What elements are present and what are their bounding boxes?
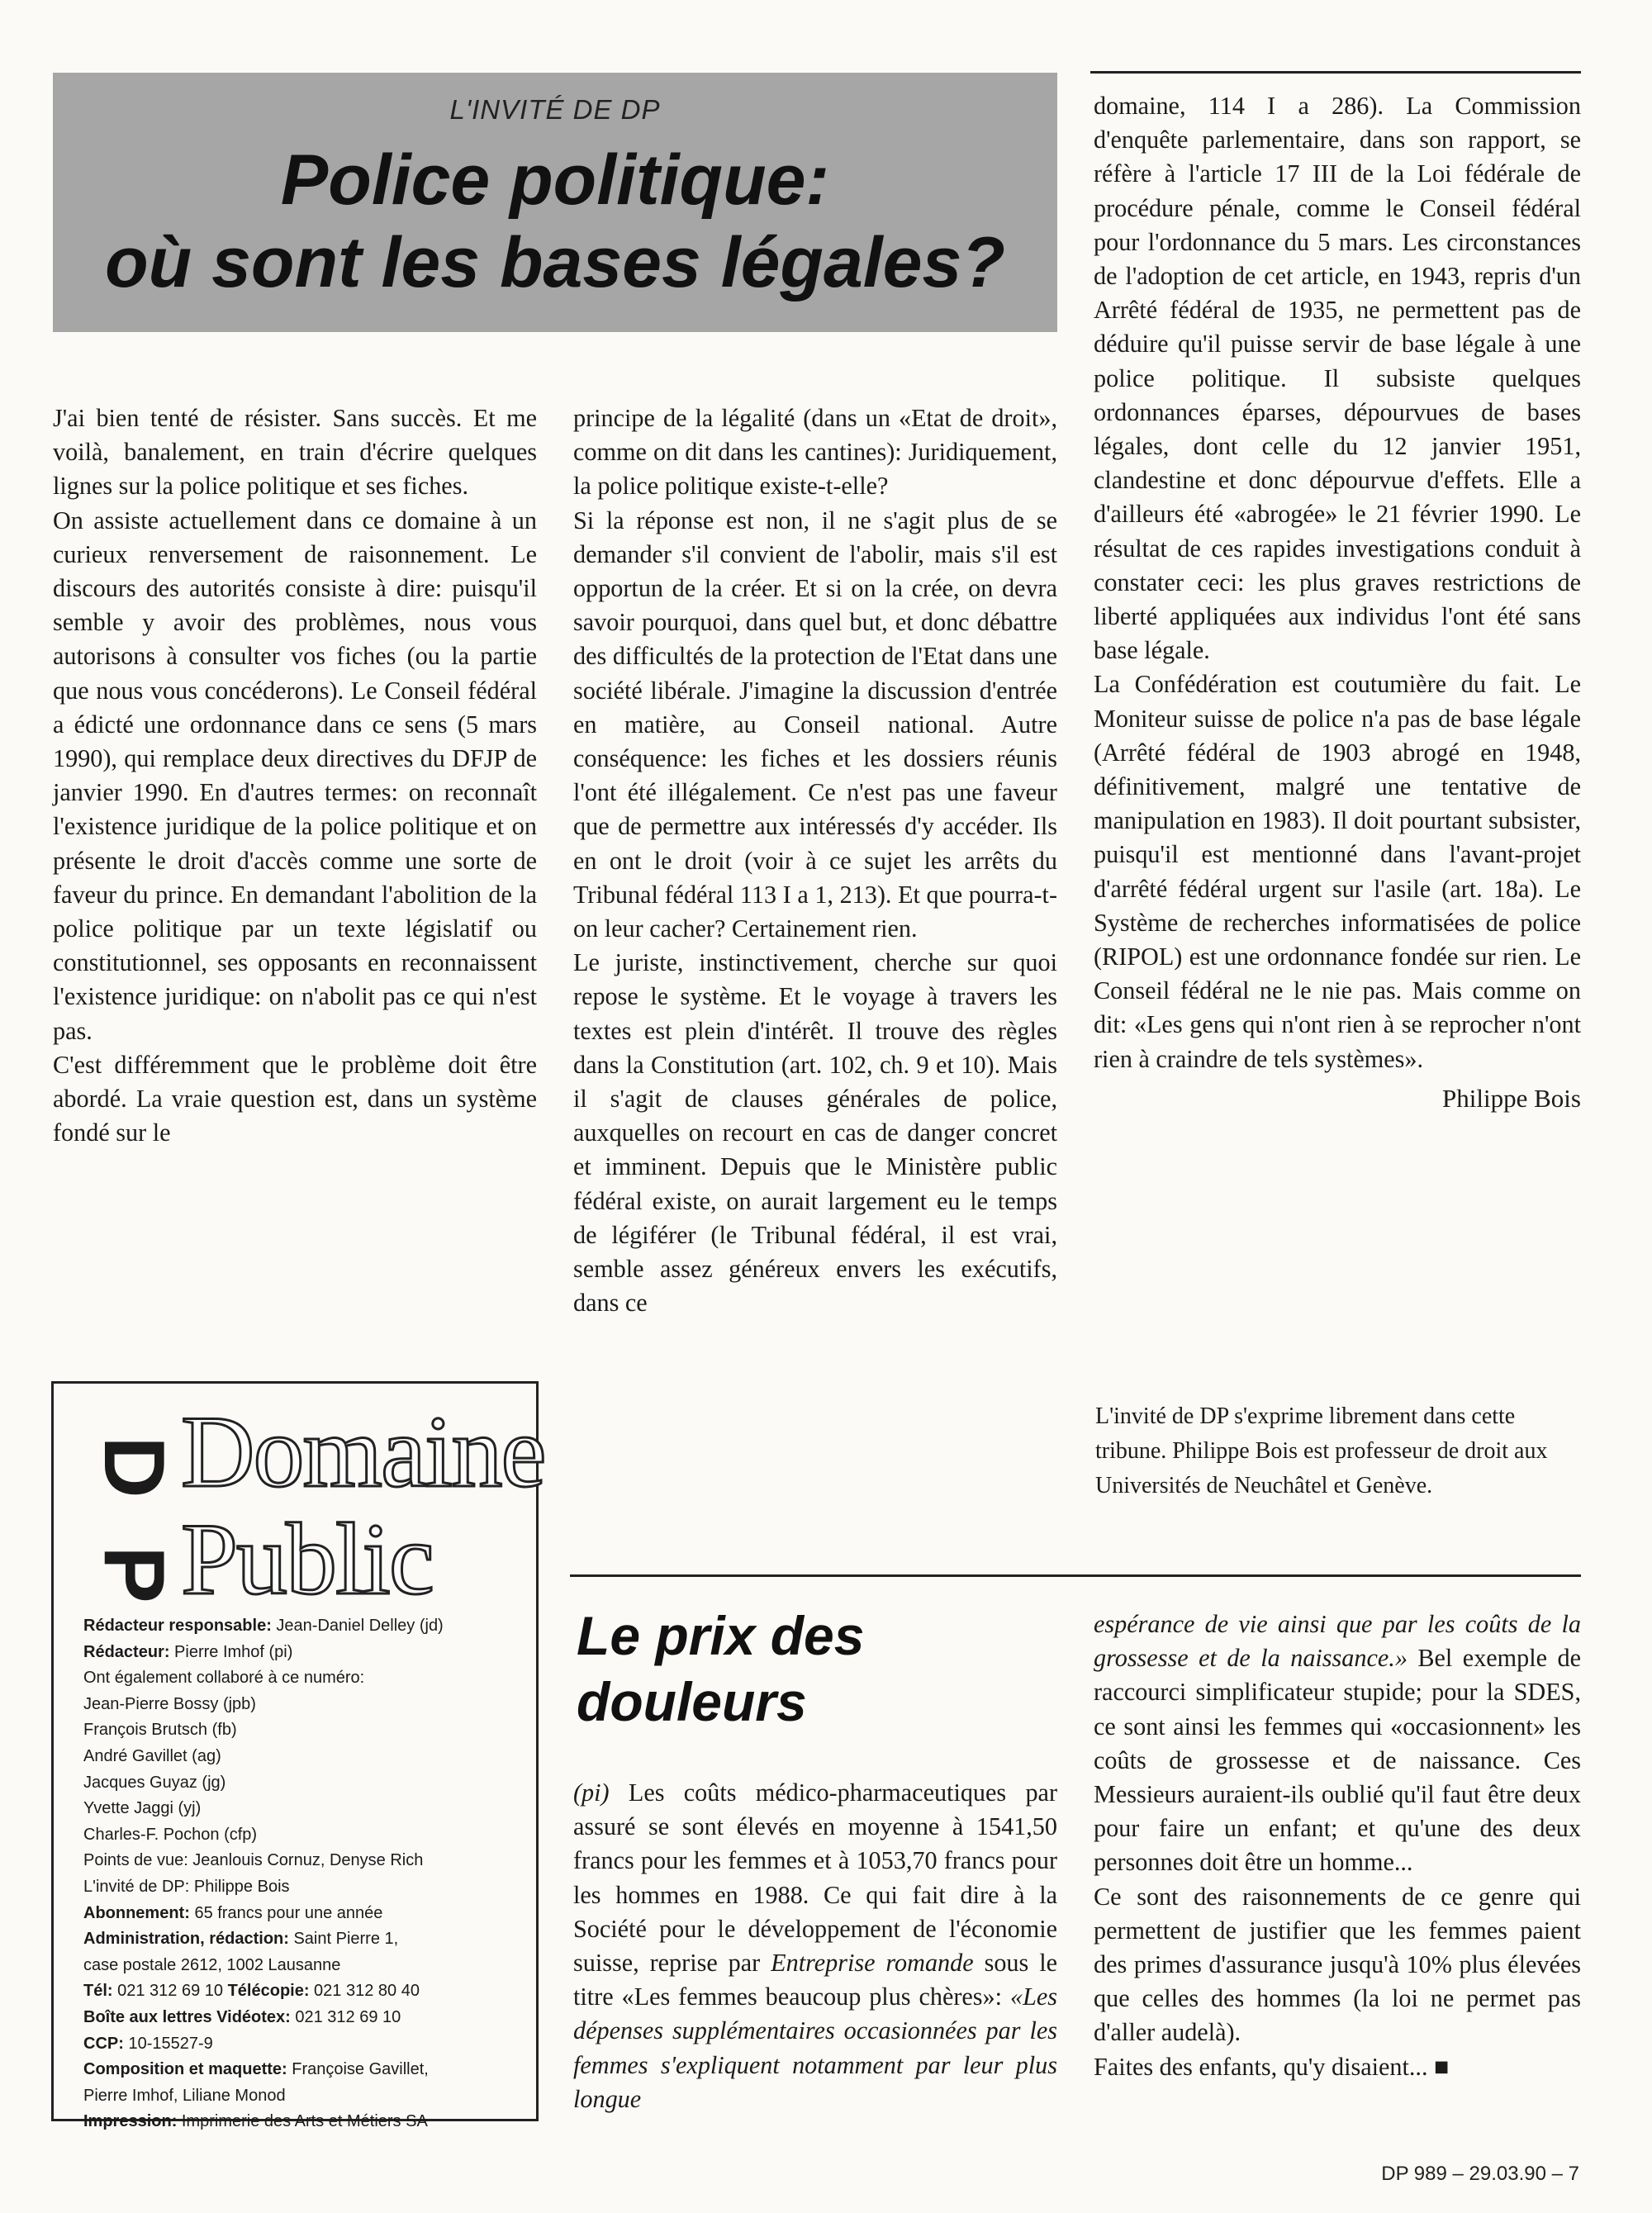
article1-col3	[1094, 89, 1581, 1115]
credit-line: Tél: 021 312 69 10 Télécopie: 021 312 80 40	[83, 1982, 420, 2001]
credit-line: Jean-Pierre Bossy (jpb)	[83, 1694, 256, 1713]
paragraph: (pi) Les coûts médico-pharmaceutiques par assuré se sont élevés en moyenne à 1541,50 francs pour les femmes et à 1053,70 francs pour les hommes en 1988. Ce qui fait dire à la Société pour le développement de l'économie suisse, reprise par Entreprise romande sous le titre «Les femmes beaucoup plus chères»: «Les dépenses supplémentaires occasionnées par les femmes s'expliquent notamment par leur plus longue	[573, 1778, 1057, 2113]
credit-line: Yvette Jaggi (yj)	[83, 1799, 202, 1818]
author-note: L'invité de DP s'exprime librement dans cette tribune. Philippe Bois est professeur de droit aux Universités de Neuchâtel et Genève.	[1095, 1403, 1548, 1498]
credit-line: Impression: Imprimerie des Arts et Métiers SA	[83, 2112, 428, 2131]
kicker: L'INVITÉ DE DP	[449, 94, 661, 125]
credit-line: Rédacteur: Pierre Imhof (pi)	[83, 1642, 293, 1661]
credit-line: Jacques Guyaz (jg)	[83, 1773, 226, 1792]
article1-col2	[573, 401, 1057, 1320]
article2-title-line-2: douleurs	[577, 1671, 807, 1732]
paragraph: Ce sont des raisonnements de ce genre qui permettent de justifier que les femmes paient des primes d'assurance jusqu'à 10% plus élevées que celles des hommes (la loi ne permet pas d'aller audelà).	[1094, 1882, 1581, 2047]
credit-line: Pierre Imhof, Liliane Monod	[83, 2086, 286, 2105]
article1-col1	[53, 401, 537, 1150]
paragraph: Si la réponse est non, il ne s'agit plus de se demander s'il convient de l'abolir, mais s'il est opportun de la créer. Et si on la crée, on devra savoir pourquoi, dans quel but, et donc débattre des difficultés de la protection de l'Etat dans une société libérale. J'imagine la discussion d'entrée en matière, au Conseil national. Autre conséquence: les fiches et les dossiers réunis l'ont été illégalement. Ce n'est pas une faveur que de permettre aux intéressés d'y accéder. Ils en ont le droit (voir à ce sujet les arrêts du Tribunal fédéral 113 I a 1, 213). Et que pourra-t-on leur cacher? Certainement rien.	[573, 506, 1057, 943]
credit-line: Boîte aux lettres Vidéotex: 021 312 69 10	[83, 2007, 401, 2026]
credit-line: Abonnement: 65 francs pour une année	[83, 1903, 383, 1922]
headline	[53, 139, 1057, 304]
masthead-line-1: Domaine	[181, 1395, 545, 1508]
credit-line: François Brutsch (fb)	[83, 1721, 237, 1740]
section-rule	[570, 1574, 1581, 1577]
article2-col3	[1094, 1608, 1581, 2084]
article2-title-line-1: Le prix des	[577, 1605, 865, 1666]
credit-line: Points de vue: Jeanlouis Cornuz, Denyse Rich	[83, 1851, 424, 1870]
paragraph: La Confédération est coutumière du fait. Le Moniteur suisse de police n'a pas de base légale (Arrêté fédéral de 1903 abrogé en 1948, définitivement, malgré une tentative de manipulation en 1983). Il doit pourtant subsister, puisqu'il est mentionné dans l'avant-projet d'arrêté fédéral urgent sur l'asile (art. 18a). Le Système de recherches informatisées de police (RIPOL) est une ordonnance fondée sur rien. Le Conseil fédéral ne le nie pas. Mais comme on dit: «Les gens qui n'ont rien à se reprocher n'ont rien à craindre de tels systèmes».	[1094, 670, 1581, 1073]
credit-line: Ont également collaboré à ce numéro:	[83, 1669, 365, 1688]
dp-logo	[74, 1413, 182, 1645]
credit-line: L'invité de DP: Philippe Bois	[83, 1877, 290, 1896]
paragraph: espérance de vie ainsi que par les coûts de la grossesse et de la naissance.» Bel exemple de raccourci simplificateur stupide; pour la SDES, ce sont ainsi les femmes qui «occasionnent» les coûts de grossesse et de naissance. Ces Messieurs auraient-ils oublié qu'il faut être deux pour faire un enfant; et qu'une des deux personnes doit être un homme...	[1094, 1610, 1582, 1877]
credit-line: André Gavillet (ag)	[83, 1746, 221, 1765]
credit-line: Administration, rédaction: Saint Pierre 1,	[83, 1930, 399, 1949]
credit-line: CCP: 10-15527-9	[83, 2034, 213, 2053]
credits	[83, 1613, 529, 2135]
credit-line: Rédacteur responsable: Jean-Daniel Delley (jd)	[83, 1617, 444, 1635]
masthead-box	[51, 1381, 545, 2131]
top-rule	[1090, 71, 1581, 74]
headline-line-1: Police politique:	[280, 140, 830, 220]
paragraph: Faites des enfants, qu'y disaient... ■	[1094, 2052, 1450, 2081]
dp-logo-letter: P	[86, 1546, 182, 1603]
signature: Philippe Bois	[1442, 1083, 1581, 1113]
credit-line: Composition et maquette: Françoise Gavillet,	[83, 2060, 429, 2079]
dp-logo-letter: D	[86, 1436, 182, 1498]
paragraph: domaine, 114 I a 286). La Commission d'enquête parlementaire, dans son rapport, se réfère à l'article 17 III de la Loi fédérale de procédure pénale, comme le Conseil fédéral pour l'ordonnance du 5 mars. Les circonstances de l'adoption de cet article, en 1943, repris d'un Arrêté fédéral de 1935, ne permettent pas de déduire qu'il puisse servir de base légale à une police politique. Il subsiste quelques ordonnances éparses, dépourvues de bases légales, dont celle du 12 janvier 1951, clandestine et donc dépourvue d'effets. Elle a d'ailleurs été «abrogée» le 21 février 1990. Le résultat de ces rapides investigations conduit à constater ceci: les plus graves restrictions de liberté appliquées aux individus l'ont été sans base légale.	[1094, 92, 1581, 665]
article2-col2	[573, 1776, 1057, 2116]
paragraph: J'ai bien tenté de résister. Sans succès. Et me voilà, banalement, en train d'écrire quelques lignes sur la police politique et ses fiches.	[53, 404, 537, 501]
paragraph: principe de la légalité (dans un «Etat de droit», comme on dit dans les cantines): Juridiquement, la police politique existe-t-elle?	[573, 404, 1057, 501]
page-footer: DP 989 – 29.03.90 – 7	[1381, 2163, 1579, 2185]
masthead-line-2: Public	[181, 1503, 433, 1616]
paragraph: Le juriste, instinctivement, cherche sur quoi repose le système. Et le voyage à travers les textes est plein d'intérêt. Il trouve des règles dans la Constitution (art. 102, ch. 9 et 10). Mais il s'agit de clauses générales de police, auxquelles on recourt en cas de danger concret et imminent. Depuis que le Ministère public fédéral existe, on aurait largement eu le temps de légiférer (le Tribunal fédéral, il est vrai, semble assez généreux envers les exécutifs, dans ce	[573, 948, 1057, 1318]
article2-title	[577, 1603, 864, 1735]
headline-line-2: où sont les bases légales?	[105, 223, 1005, 302]
credit-line: Charles-F. Pochon (cfp)	[83, 1825, 258, 1844]
paragraph: C'est différemment que le problème doit être abordé. La vraie question est, dans un système fondé sur le	[53, 1050, 537, 1147]
headline-banner	[53, 73, 1057, 332]
credit-line: case postale 2612, 1002 Lausanne	[83, 1955, 341, 1974]
masthead-title	[181, 1395, 545, 1616]
paragraph: On assiste actuellement dans ce domaine à un curieux renversement de raisonnement. Le discours des autorités consiste à dire: puisqu'il semble y avoir des problèmes, nous vous autorisons à consulter vos fiches (ou la partie que nous vous concéderons). Le Conseil fédéral a édicté une ordonnance dans ce sens (5 mars 1990), qui remplace deux directives du DFJP de janvier 1990. En d'autres termes: on reconnaît l'existence juridique de la police politique et on présente le droit d'accès comme une sorte de faveur du prince. En demandant l'abolition de la police politique par un texte législatif ou constitutionnel, ses opposants en reconnaissent l'existence juridique: on n'abolit pas ce qui n'est pas.	[53, 506, 537, 1045]
